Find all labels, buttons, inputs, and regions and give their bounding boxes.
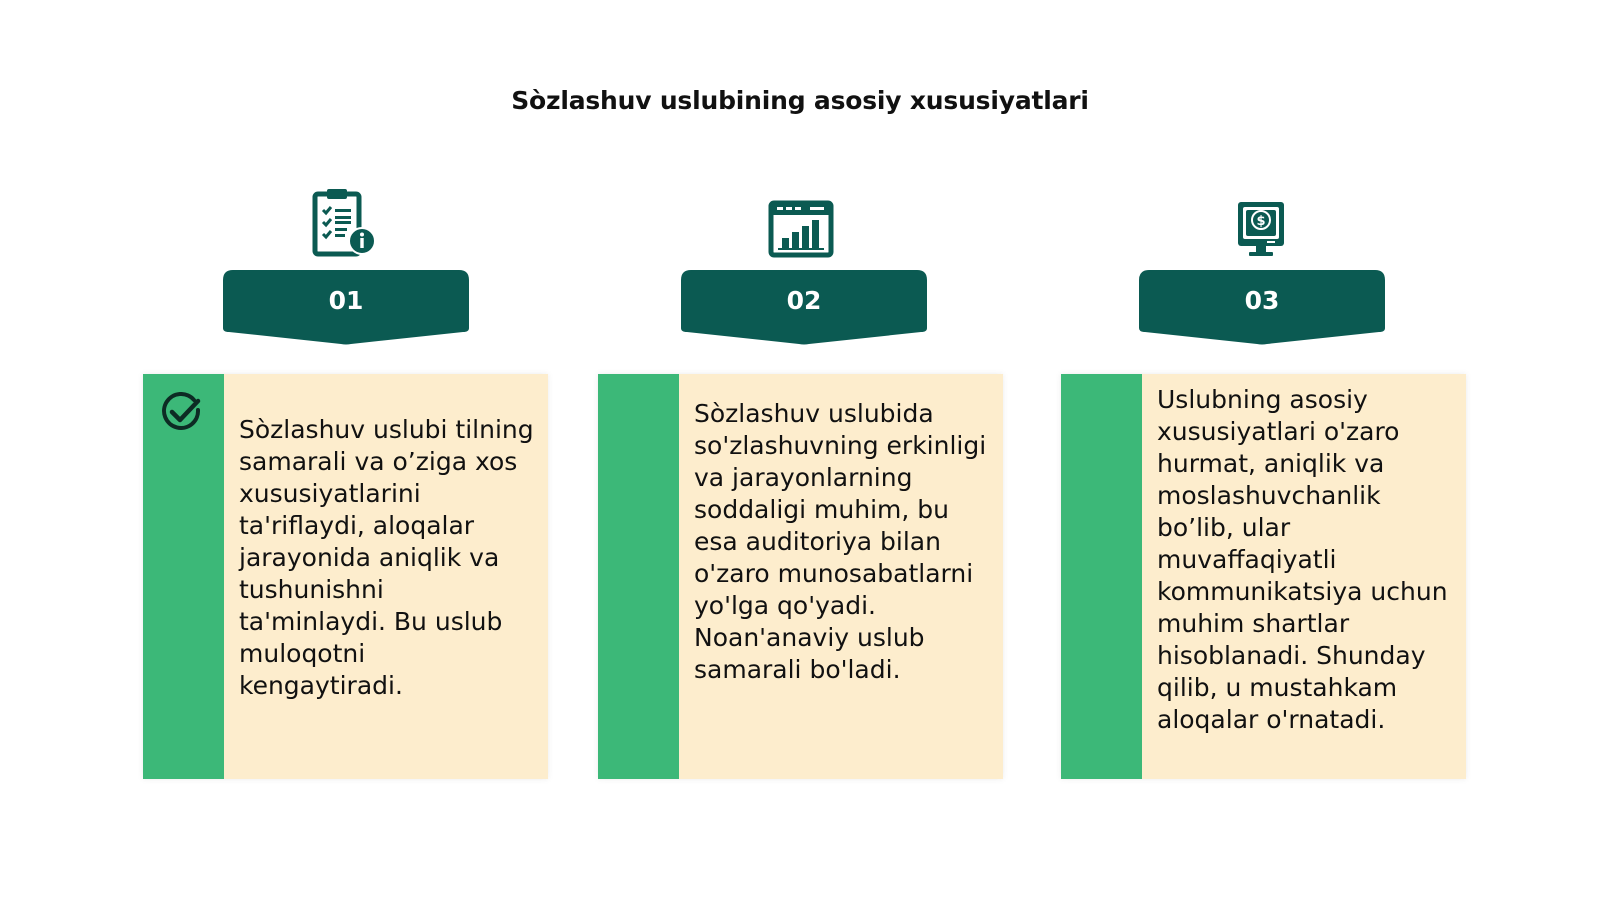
feature-card-01 bbox=[143, 374, 548, 779]
card-text: Uslubning asosiy xususiyatlari o'zaro hurmat, aniqlik va moslashuvchanlik bo’lib, ular muvaffaqiyatli kommunikatsiya uchun muhim shartlar hisoblanadi. Shunday qilib, u mustahkam aloqalar o'rnatadi. bbox=[1157, 385, 1448, 734]
step-badge-03 bbox=[1139, 270, 1385, 346]
card-text: Sòzlashuv uslubi tilning samarali va o’ziga xos xususiyatlarini ta'riflaydi, aloqalar jarayonida aniqlik va tushunishni ta'minlaydi. Bu uslub muloqotni kengaytiradi. bbox=[239, 415, 534, 700]
page-title: Sòzlashuv uslubining asosiy xususiyatlari bbox=[511, 86, 1089, 115]
card-text: Sòzlashuv uslubida so'zlashuvning erkinligi va jarayonlarning soddaligi muhim, bu esa auditoriya bilan o'zaro munosabatlarni yo'lga qo'yadi. Noan'anaviy uslub samarali bo'ladi. bbox=[694, 399, 987, 684]
step-badge-02 bbox=[681, 270, 927, 346]
browser-bar-chart-icon bbox=[768, 200, 834, 263]
step-number: 01 bbox=[328, 286, 364, 315]
step-number: 03 bbox=[1244, 286, 1280, 315]
feature-card-03 bbox=[1061, 374, 1466, 779]
svg-text:$: $ bbox=[1256, 214, 1266, 229]
card-accent-bar bbox=[598, 374, 679, 779]
step-number: 02 bbox=[786, 286, 822, 315]
feature-card-02 bbox=[598, 374, 1003, 779]
card-accent-bar bbox=[1061, 374, 1142, 779]
step-badge-01 bbox=[223, 270, 469, 346]
dollar-monitor-icon bbox=[1235, 200, 1287, 263]
check-circle-icon bbox=[160, 392, 206, 439]
clipboard-checklist-info-icon bbox=[312, 188, 380, 263]
